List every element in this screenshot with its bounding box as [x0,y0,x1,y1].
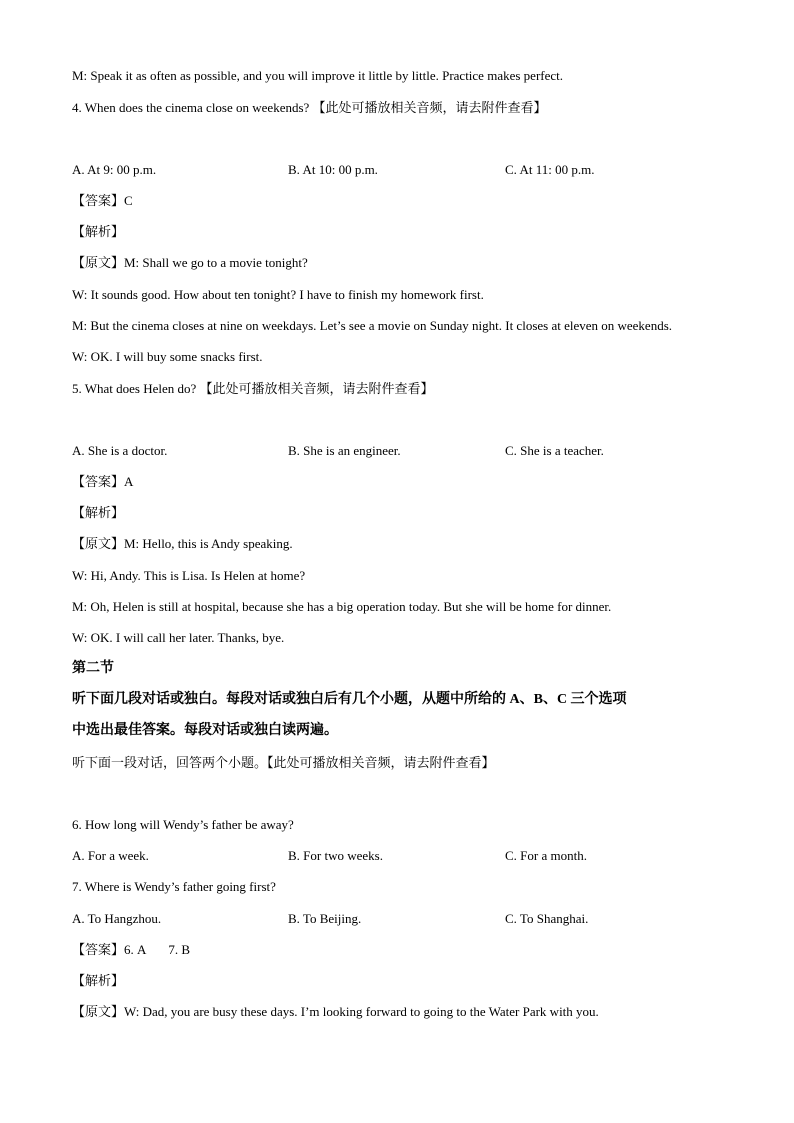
question-4: 4. When does the cinema close on weekends? 【此处可播放相关音频，请去附件查看】 [72,100,547,115]
analysis-label-q6-q7: 【解析】 [72,973,125,988]
question-7: 7. Where is Wendy’s father going first? [72,879,276,894]
transcript-line: 【原文】M: Shall we go to a movie tonight? [72,255,308,270]
question-5: 5. What does Helen do? 【此处可播放相关音频，请去附件查看】 [72,381,434,396]
transcript-line: M: But the cinema closes at nine on weekdays. Let’s see a movie on Sunday night. It closes at eleven on weekends. [72,318,673,333]
option-b: B. At 10: 00 p.m. [288,162,378,177]
question-6: 6. How long will Wendy’s father be away? [72,817,294,832]
analysis-label-q5: 【解析】 [72,505,125,520]
section-instructions: 中选出最佳答案。每段对话或独白读两遍。 [72,723,338,738]
option-c: C. For a month. [505,848,587,863]
transcript-line: W: Hi, Andy. This is Lisa. Is Helen at home? [72,568,306,583]
answer-value: A [124,474,134,489]
option-a: A. She is a doctor. [72,443,168,458]
section-heading: 第二节 [72,661,114,676]
answer-label: 【答案】 [72,942,125,957]
transcript-line: W: OK. I will buy some snacks first. [72,349,263,364]
answer-value: C [124,193,133,208]
option-a: A. For a week. [72,848,149,863]
option-c: C. She is a teacher. [505,443,604,458]
answer-value-7: 7. B [168,942,191,957]
transcript-line: M: Oh, Helen is still at hospital, because she has a big operation today. But she will be home for dinner. [72,599,612,614]
dialogue-instruction: 听下面一段对话，回答两个小题。【此处可播放相关音频，请去附件查看】 [72,755,495,770]
section-instructions: 听下面几段对话或独白。每段对话或独白后有几个小题，从题中所给的 A、B、C 三个选项 [72,692,627,707]
option-c: C. To Shanghai. [505,911,589,926]
analysis-label-q4: 【解析】 [72,224,125,239]
option-c: C. At 11: 00 p.m. [505,162,595,177]
answer-label: 【答案】 [72,474,125,489]
answer-line-q6-q7 [72,941,190,959]
option-b: B. She is an engineer. [288,443,401,458]
option-b: B. For two weeks. [288,848,383,863]
answer-line-q4 [72,192,133,210]
answer-value-6: 6. A [124,942,147,957]
transcript-line: M: Speak it as often as possible, and you will improve it little by little. Practice makes perfect. [72,68,563,83]
options-q5 [72,442,732,460]
option-a: A. At 9: 00 p.m. [72,162,157,177]
transcript-line: W: OK. I will call her later. Thanks, bye. [72,630,285,645]
options-q4 [72,161,732,179]
transcript-line: 【原文】M: Hello, this is Andy speaking. [72,536,293,551]
option-b: B. To Beijing. [288,911,362,926]
answer-line-q5 [72,473,133,491]
option-a: A. To Hangzhou. [72,911,162,926]
transcript-line: W: It sounds good. How about ten tonight? I have to finish my homework first. [72,287,484,302]
options-q6 [72,847,732,865]
transcript-line: 【原文】W: Dad, you are busy these days. I’m looking forward to going to the Water Park with you. [72,1004,599,1019]
answer-label: 【答案】 [72,193,125,208]
options-q7 [72,910,732,928]
